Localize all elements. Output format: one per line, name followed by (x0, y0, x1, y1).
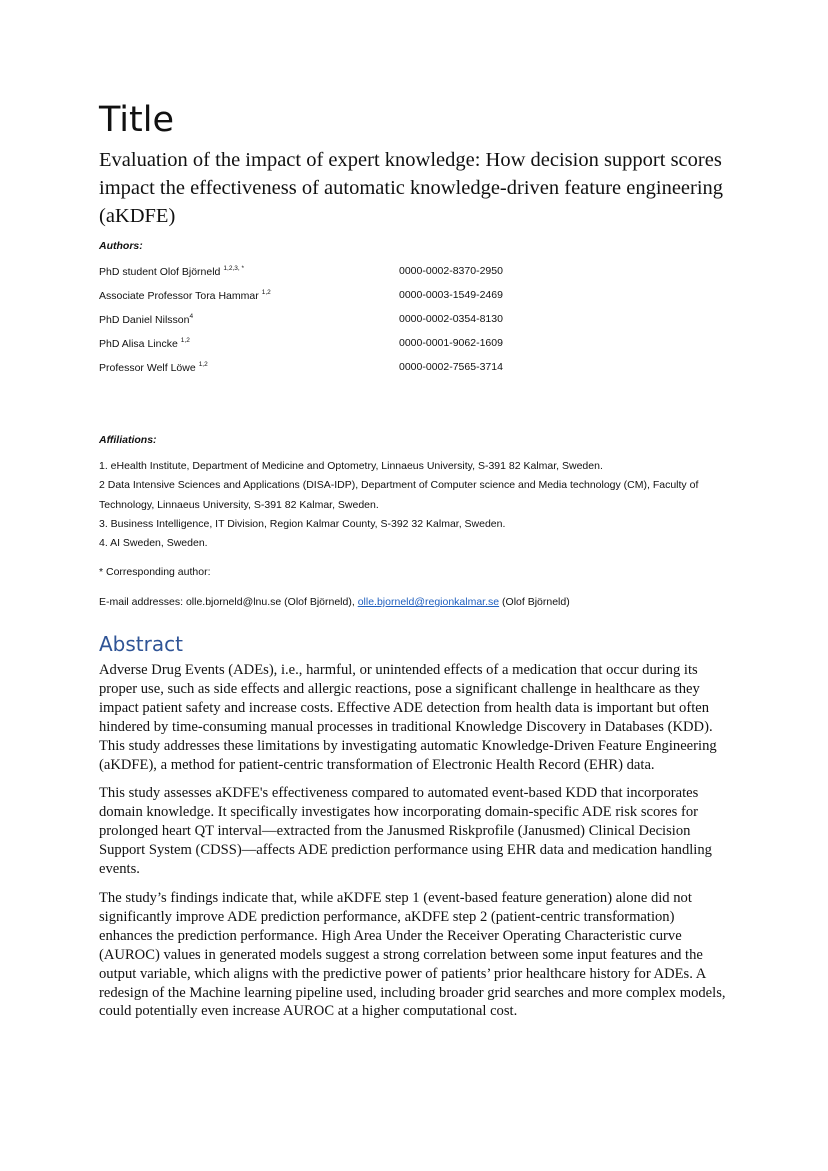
author-name: Associate Professor Tora Hammar $^{1,2}$ (99, 289, 271, 302)
author-orcid: 0000-0003-1549-2469 (399, 289, 503, 301)
email-suffix: (Olof Björneld) (499, 596, 570, 608)
email-prefix: E-mail addresses: olle.bjorneld@lnu.se (Olof Björneld), (99, 596, 358, 608)
author-name: PhD student Olof Björneld $^{1,2,3, *}$ (99, 265, 245, 278)
email-link[interactable]: olle.bjorneld@regionkalmar.se (357, 596, 500, 608)
authors-heading: Authors: (99, 240, 143, 252)
abstract-paragraph: This study assesses aKDFE's effectiveness compared to automated event-based KDD that incorporates domain knowledge. It specifically investigates how incorporating domain-specific ADE risk scores for prolonged heart QT interval—extracted from the Janusmed Riskprofile (Janusmed) Clinical Decision Support System (CDSS)—affects ADE prediction performance using EHR data and medication handling events. (99, 785, 712, 878)
author-name: Professor Welf Löwe $^{1,2}$ (99, 361, 208, 374)
email-addresses (99, 596, 570, 608)
affiliations-heading: Affiliations: (99, 434, 157, 446)
abstract-heading: Abstract (99, 632, 183, 656)
author-orcid: 0000-0002-7565-3714 (399, 361, 503, 373)
author-name: PhD Alisa Lincke $^{1,2}$ (99, 337, 190, 350)
author-orcid: 0000-0002-8370-2950 (399, 265, 503, 277)
affiliation-item: 3. Business Intelligence, IT Division, Region Kalmar County, S-392 32 Kalmar, Sweden. (99, 517, 506, 530)
abstract-paragraph: Adverse Drug Events (ADEs), i.e., harmful, or unintended effects of a medication that occur during its proper use, such as side effects and allergic reactions, pose a significant challenge in healthcare as they impact patient safety and increase costs. Effective ADE detection from health data is important but often hindered by time-consuming manual processes in traditional Knowledge Discovery in Databases (KDD). This study addresses these limitations by investigating automatic Knowledge-Driven Feature Engineering (aKDFE), a method for patient-centric transformation of Electronic Health Record (EHR) data. (99, 662, 717, 773)
author-name: PhD Daniel Nilsson$^4$ (99, 313, 194, 326)
affiliation-item: 1. eHealth Institute, Department of Medicine and Optometry, Linnaeus University, S-391 82 Kalmar, Sweden. (99, 460, 603, 472)
abstract-paragraph: The study’s findings indicate that, while aKDFE step 1 (event-based feature generation) alone did not significantly improve ADE prediction performance, aKDFE step 2 (patient-centric transformation) enhances the prediction performance. High Area Under the Receiver Operating Characteristic curve (AUROC) values in generated models suggest a strong correlation between some input features and the output variable, which aligns with the predictive power of patients’ prior healthcare history for ADEs. A redesign of the Machine learning pipeline used, including broader grid searches and more complex models, could potentially even increase AUROC at a higher computational cost. (99, 889, 726, 1020)
author-orcid: 0000-0001-9062-1609 (399, 337, 503, 349)
abstract-body (99, 661, 731, 1031)
affiliation-item: 4. AI Sweden, Sweden. (99, 537, 208, 550)
section-title: Title (99, 100, 175, 140)
affiliations-list (99, 457, 731, 553)
author-orcid: 0000-0002-0354-8130 (399, 313, 503, 325)
corresponding-author: * Corresponding author: (99, 566, 211, 578)
paper-title: Evaluation of the impact of expert knowledge: How decision support scores impact the effectiveness of automatic knowledge-driven feature engineering (aKDFE) (99, 149, 724, 227)
affiliation-item: 2 Data Intensive Sciences and Applications (DISA-IDP), Department of Computer science and Media technology (CM), Faculty of Technology, Linnaeus University, S-391 82 Kalmar, Sweden. (99, 479, 699, 511)
